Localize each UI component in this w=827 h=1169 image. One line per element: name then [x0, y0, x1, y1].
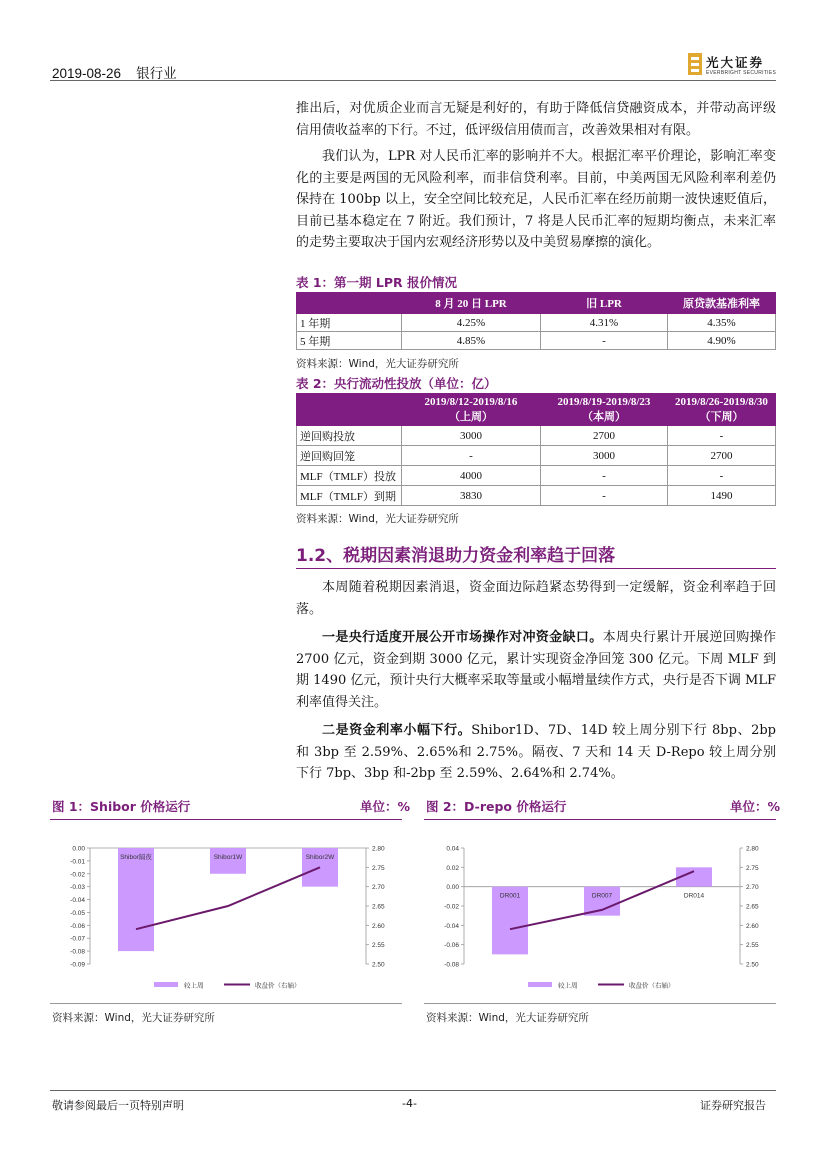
y-tick-label-right: 2.80: [372, 845, 385, 853]
legend-line-label: 收盘价（右轴）: [629, 982, 675, 990]
header-dates: 2019/8/19-2019/8/23: [557, 395, 651, 408]
paragraph-lpr-impact: 推出后，对优质企业而言无疑是利好的，有助于降低信贷融资成本，并带动高评级信用债收益率的下行。不过，低评级信用债而言，改善效果相对有限。: [296, 101, 776, 138]
category-label: DR007: [591, 892, 613, 900]
shibor-chart: [50, 826, 402, 998]
header-dates: 2019/8/26-2019/8/30: [675, 395, 768, 408]
table-cell: -: [541, 332, 668, 350]
table2-header-col1: [402, 394, 541, 426]
y-tick-label-left: 0.04: [446, 845, 459, 853]
section-paragraph-1: 本周随着税期因素消退，资金面边际趋紧态势得到一定缓解，资金利率趋于回落。: [296, 580, 776, 617]
table-cell: 2700: [541, 426, 668, 446]
drepo-chart: [424, 826, 776, 998]
table2-source: 资料来源：Wind，光大证券研究所: [296, 513, 459, 525]
y-tick-label-left: -0.08: [70, 948, 85, 956]
table1-header-blank: [297, 293, 402, 314]
y-tick-label-right: 2.80: [746, 845, 759, 853]
header-label: （上周）: [449, 410, 493, 423]
table-cell: MLF（TMLF）投放: [297, 466, 402, 486]
figure2-source: 资料来源：Wind，光大证券研究所: [426, 1012, 589, 1024]
table-cell: 3830: [402, 486, 541, 506]
table1-header-col1: 8 月 20 日 LPR: [402, 293, 541, 314]
report-date: 2019-08-26: [52, 66, 122, 81]
table1-title: 表 1：第一期 LPR 报价情况: [296, 275, 458, 290]
figure2-title: 图 2：D-repo 价格运行: [426, 799, 567, 814]
industry-label: 银行业: [136, 66, 177, 81]
close-price-line: [136, 867, 320, 929]
table1-source: 资料来源：Wind，光大证券研究所: [296, 358, 459, 370]
logo-subtitle: EVERBRIGHT SECURITIES: [706, 70, 777, 76]
header-dates: 2019/8/12-2019/8/16: [424, 395, 518, 408]
table-cell: 4.90%: [668, 332, 776, 350]
category-label: Shibor1W: [213, 854, 243, 861]
figure2-divider: [424, 819, 776, 820]
table-cell: 3000: [402, 426, 541, 446]
header-label: （本周）: [582, 410, 626, 423]
table-liquidity: [296, 393, 776, 506]
header-label: （下周）: [699, 410, 744, 423]
table-cell: 4000: [402, 466, 541, 486]
y-tick-label-left: -0.05: [70, 909, 85, 917]
y-tick-label-right: 2.50: [746, 961, 759, 969]
footer-divider: [50, 1090, 776, 1091]
legend-line-label: 收盘价（右轴）: [255, 982, 301, 990]
table-cell: -: [668, 466, 776, 486]
y-tick-label-left: 0.00: [446, 884, 459, 892]
table-cell: 逆回购投放: [297, 426, 402, 446]
table-cell: 4.31%: [541, 314, 668, 332]
y-tick-label-right: 2.65: [372, 903, 385, 911]
y-tick-label-right: 2.50: [372, 961, 385, 969]
figure1-title: 图 1：Shibor 价格运行: [52, 799, 191, 814]
y-tick-label-left: -0.04: [70, 897, 85, 905]
y-tick-label-left: -0.02: [444, 903, 459, 911]
page-number: -4-: [402, 1097, 417, 1110]
y-tick-label-left: -0.06: [70, 922, 85, 930]
figure2-unit: 单位：%: [730, 799, 781, 814]
table2-title: 表 2：央行流动性投放（单位：亿）: [296, 376, 497, 391]
y-tick-label-right: 2.70: [372, 884, 385, 892]
table-cell: -: [541, 486, 668, 506]
table-row: [297, 314, 776, 332]
legend-bar-label: 较上周: [184, 982, 204, 990]
table-cell: 3000: [541, 446, 668, 466]
y-tick-label-left: 0.02: [446, 864, 459, 872]
figure1-source: 资料来源：Wind，光大证券研究所: [52, 1012, 215, 1024]
table-cell: -: [668, 426, 776, 446]
table1-header-col3: 原贷款基准利率: [668, 293, 776, 314]
figure2-bottom-divider: [424, 1003, 776, 1004]
figure1-divider: [50, 819, 402, 820]
bar: [118, 848, 154, 951]
category-label: Shibor隔夜: [120, 854, 152, 861]
logo-name: 光大证券: [706, 55, 765, 70]
table-cell: 4.25%: [402, 314, 541, 332]
table-cell: MLF（TMLF）到期: [297, 486, 402, 506]
y-tick-label-right: 2.75: [746, 864, 759, 872]
y-tick-label-right: 2.55: [746, 942, 759, 950]
footer-report-type: 证券研究报告: [700, 1099, 766, 1112]
paragraph-lead: 二是资金利率小幅下行。: [322, 723, 472, 738]
category-label: DR014: [683, 892, 705, 900]
figure1-unit: 单位：%: [360, 799, 411, 814]
table-lpr-quotes: [296, 292, 776, 350]
section-divider: [296, 568, 776, 569]
section-paragraph-2: [296, 627, 776, 713]
figure1-bottom-divider: [50, 1003, 402, 1004]
table-row: [297, 426, 776, 446]
bar: [584, 887, 620, 916]
table-cell: 4.85%: [402, 332, 541, 350]
y-tick-label-right: 2.60: [372, 922, 385, 930]
header-divider: [50, 80, 776, 81]
paragraph-body: 本周央行累计开展逆回购操作 2700 亿元，资金到期 3000 亿元，累计实现资金净回笼 300 亿元。下周 MLF 到期 1490 亿元，预计央行大概率采取等量或小幅增量续作方式，央行是否下调 MLF 利率值得关注。: [296, 630, 776, 710]
y-tick-label-right: 2.65: [746, 903, 759, 911]
table-cell: 逆回购回笼: [297, 446, 402, 466]
report-header: [52, 62, 177, 82]
y-tick-label-left: -0.04: [444, 922, 459, 930]
logo-icon: [688, 53, 702, 75]
section-title: 1.2、税期因素消退助力资金利率趋于回落: [296, 546, 616, 566]
table-row: [297, 486, 776, 506]
table-row: [297, 332, 776, 350]
y-tick-label-right: 2.70: [746, 884, 759, 892]
table-row: [297, 446, 776, 466]
y-tick-label-left: -0.02: [70, 871, 85, 879]
y-tick-label-left: -0.03: [70, 884, 85, 892]
legend-bar-swatch: [154, 982, 178, 987]
section-paragraph-3: [296, 720, 776, 785]
table2-header-col2: [541, 394, 668, 426]
category-label: DR001: [499, 892, 521, 900]
table-cell: 4.35%: [668, 314, 776, 332]
y-tick-label-left: -0.06: [444, 942, 459, 950]
y-tick-label-left: -0.07: [70, 935, 85, 943]
y-tick-label-left: -0.09: [70, 961, 85, 969]
legend-bar-swatch: [528, 982, 552, 987]
paragraph-body: Shibor1D、7D、14D 较上周分别下行 8bp、2bp 和 3bp 至 2.59%、2.65%和 2.75%。隔夜、7 天和 14 天 D-Repo 较上周分别下行 7bp、3bp 和-2bp 至 2.59%、2.64%和 2.74%。: [296, 723, 776, 781]
legend-bar-label: 较上周: [558, 982, 578, 990]
table-cell: -: [541, 466, 668, 486]
table1-header-col2: 旧 LPR: [541, 293, 668, 314]
y-tick-label-right: 2.75: [372, 864, 385, 872]
footer-disclaimer: 敬请参阅最后一页特别声明: [52, 1099, 184, 1112]
category-label: Shibor2W: [305, 854, 335, 861]
table-cell: -: [402, 446, 541, 466]
y-tick-label-right: 2.60: [746, 922, 759, 930]
table2-header-col3: [668, 394, 776, 426]
paragraph-lead: 一是央行适度开展公开市场操作对冲资金缺口。: [322, 630, 603, 645]
table-cell: 1490: [668, 486, 776, 506]
y-tick-label-left: -0.01: [70, 858, 85, 866]
y-tick-label-left: 0.00: [72, 845, 85, 853]
paragraph-fx-view: 我们认为，LPR 对人民币汇率的影响并不大。根据汇率平价理论，影响汇率变化的主要是两国的无风险利率，而非信贷利率。目前，中美两国无风险利率利差仍保持在 100bp 以上，安全空间比较充足，人民币汇率在经历前期一波快速贬值后，目前已基本稳定在 7 附近。我们预计，7 将是人民币汇率的短期均衡点，未来汇率的走势主要取决于国内宏观经济形势以及中美贸易摩擦的演化。: [296, 149, 776, 250]
table-row: [297, 466, 776, 486]
y-tick-label-left: -0.08: [444, 961, 459, 969]
table-cell: 1 年期: [297, 314, 402, 332]
table-cell: 2700: [668, 446, 776, 466]
y-tick-label-right: 2.55: [372, 942, 385, 950]
table2-header-blank: [297, 394, 402, 426]
table-cell: 5 年期: [297, 332, 402, 350]
